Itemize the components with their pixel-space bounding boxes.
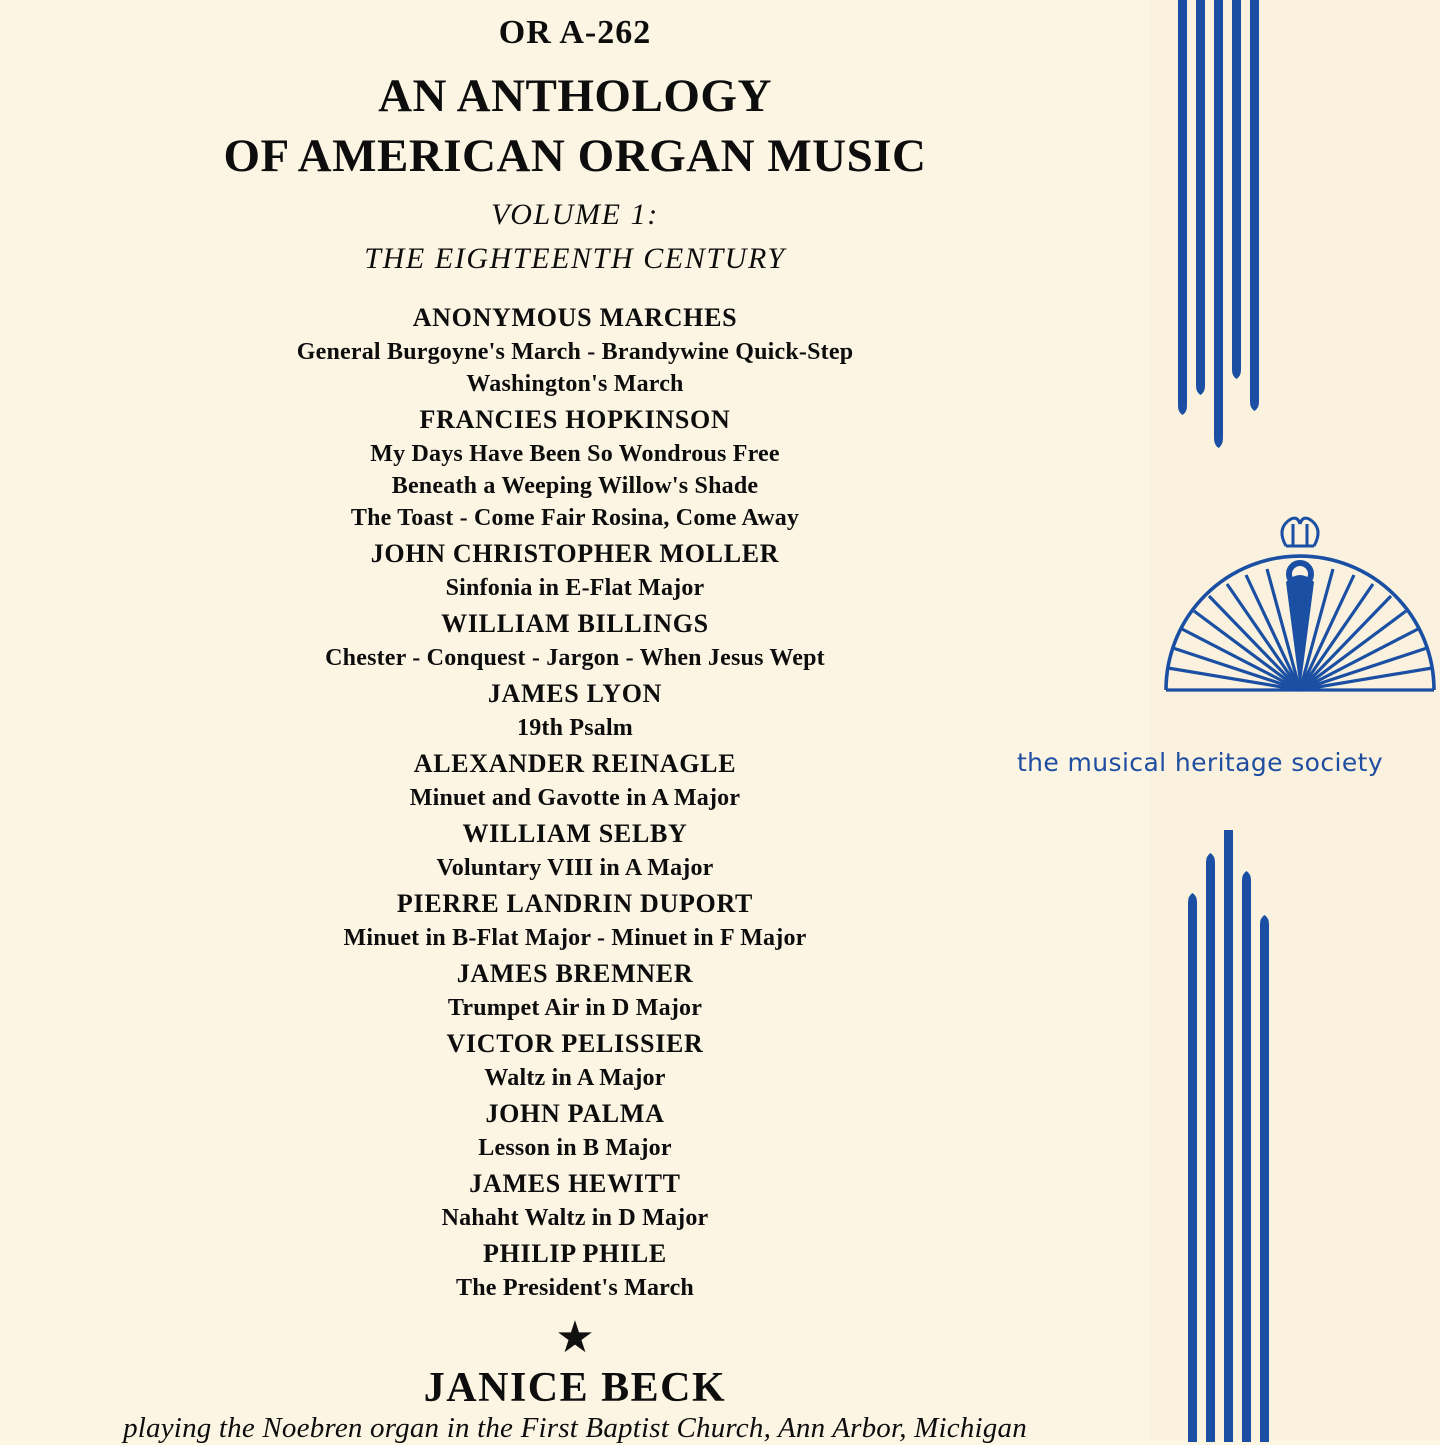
top-stripes-graphic [1168, 0, 1328, 448]
work-title: My Days Have Been So Wondrous Free [370, 440, 780, 467]
composer-name: WILLIAM BILLINGS [441, 609, 709, 639]
work-title: The President's March [456, 1275, 694, 1302]
title-line-2: OF AMERICAN ORGAN MUSIC [223, 130, 927, 183]
composer-name: ALEXANDER REINAGLE [413, 749, 737, 779]
performance-credit: playing the Noebren organ in the First Baptist Church, Ann Arbor, Michigan [123, 1412, 1027, 1444]
composer-name: JOHN PALMA [485, 1099, 665, 1129]
catalog-number: OR A-262 [498, 14, 652, 51]
bottom-stripes-graphic [1178, 830, 1338, 1442]
work-title: Minuet and Gavotte in A Major [409, 785, 741, 812]
performer-name: JANICE BECK [423, 1365, 727, 1411]
label-band [1016, 0, 1440, 1440]
composer-name: FRANCIES HOPKINSON [419, 405, 731, 435]
work-title: Minuet in B-Flat Major - Minuet in F Major [343, 925, 807, 952]
composer-name: JAMES HEWITT [469, 1169, 681, 1199]
composer-name: VICTOR PELISSIER [446, 1029, 704, 1059]
tracklist [0, 298, 1150, 1304]
volume-label: VOLUME 1: [491, 198, 659, 232]
title-block [0, 66, 1150, 276]
work-title: Beneath a Weeping Willow's Shade [391, 473, 759, 500]
work-title: Lesson in B Major [478, 1135, 672, 1162]
work-title: Washington's March [466, 370, 684, 397]
work-title: 19th Psalm [517, 715, 633, 742]
title-line-1: AN ANTHOLOGY [378, 70, 772, 122]
work-title: Chester - Conquest - Jargon - When Jesus Wept [325, 645, 825, 672]
composer-name: ANONYMOUS MARCHES [412, 303, 738, 332]
composer-name: PIERRE LANDRIN DUPORT [396, 889, 754, 919]
work-title: The Toast - Come Fair Rosina, Come Away [350, 505, 800, 532]
subtitle: THE EIGHTEENTH CENTURY [364, 242, 786, 276]
work-title: Sinfonia in E-Flat Major [445, 575, 705, 602]
work-title: Voluntary VIII in A Major [436, 855, 714, 882]
work-title: Nahaht Waltz in D Major [441, 1205, 709, 1232]
composer-name: JAMES BREMNER [456, 959, 694, 989]
work-title: Trumpet Air in D Major [447, 995, 703, 1022]
composer-name: WILLIAM SELBY [462, 819, 688, 849]
work-title: Waltz in A Major [484, 1065, 666, 1092]
lyre-fan-icon [1110, 490, 1440, 710]
label-name: the musical heritage society [1016, 748, 1384, 777]
composer-name: PHILIP PHILE [483, 1239, 667, 1269]
composer-name: JAMES LYON [487, 679, 663, 709]
work-title: General Burgoyne's March - Brandywine Quick-Step [296, 338, 854, 365]
composer-name: JOHN CHRISTOPHER MOLLER [370, 539, 780, 569]
star-icon: ★ [555, 1313, 595, 1362]
